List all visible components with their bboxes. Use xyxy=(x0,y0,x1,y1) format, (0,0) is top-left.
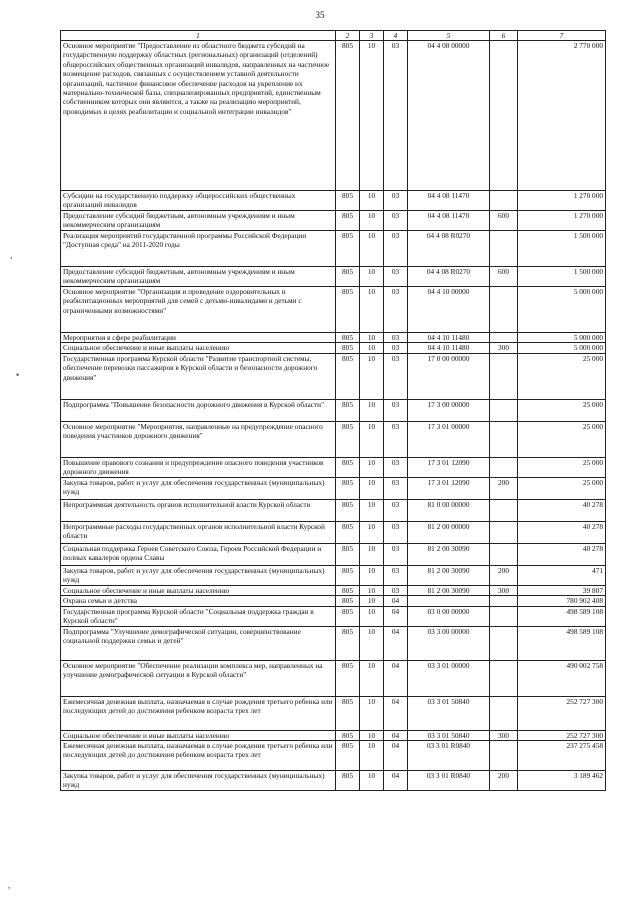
subsection-code: 03 xyxy=(384,287,408,333)
subsection-code: 03 xyxy=(384,457,408,477)
section-code: 10 xyxy=(360,521,384,543)
table-row xyxy=(61,267,606,287)
column-header: 3 xyxy=(360,31,384,41)
ministry-code: 805 xyxy=(336,287,360,333)
table-row xyxy=(61,741,606,771)
amount: 2 770 000 xyxy=(518,41,606,191)
subsection-code: 03 xyxy=(384,267,408,287)
section-code: 10 xyxy=(360,543,384,565)
section-code: 10 xyxy=(360,343,384,353)
amount: 252 727 300 xyxy=(518,730,606,740)
amount: 490 002 758 xyxy=(518,660,606,696)
amount: 780 902 408 xyxy=(518,596,606,606)
table-row xyxy=(61,499,606,521)
row-name: Основное мероприятие "Обеспечение реализации комплекса мер, направленных на улучшение демографической ситуации в Курской области" xyxy=(61,660,336,696)
amount: 25 000 xyxy=(518,457,606,477)
amount: 498 589 108 xyxy=(518,626,606,660)
section-code: 10 xyxy=(360,399,384,421)
expense-type-code: 300 xyxy=(490,343,518,353)
subsection-code: 03 xyxy=(384,399,408,421)
row-name: Мероприятия в сфере реабилитации xyxy=(61,333,336,343)
table-row xyxy=(61,211,606,231)
target-article-code: 04 4 08 11470 xyxy=(408,211,490,231)
row-name: Субсидии на государственную поддержку общероссийских общественных организаций инвалидов xyxy=(61,191,336,211)
amount: 39 807 xyxy=(518,585,606,595)
table-row xyxy=(61,399,606,421)
ministry-code: 805 xyxy=(336,696,360,730)
row-name: Основное мероприятие "Организация и проведение оздоровительных и реабилитационных мероприятий для семей с детьми-инвалидами и детьми с ограниченными возможностями" xyxy=(61,287,336,333)
section-code: 10 xyxy=(360,741,384,771)
ministry-code: 805 xyxy=(336,477,360,499)
target-article-code: 17 3 01 12090 xyxy=(408,457,490,477)
column-header: 2 xyxy=(336,31,360,41)
section-code: 10 xyxy=(360,333,384,343)
target-article-code: 04 4 10 00000 xyxy=(408,287,490,333)
table-row xyxy=(61,596,606,606)
row-name: Ежемесячная денежная выплата, назначаемая в случае рождения третьего ребенка или последующих детей до достижения ребенком возраста трех лет xyxy=(61,741,336,771)
amount: 25 000 xyxy=(518,477,606,499)
section-code: 10 xyxy=(360,457,384,477)
subsection-code: 03 xyxy=(384,543,408,565)
table-row xyxy=(61,191,606,211)
column-header-row xyxy=(61,31,606,41)
subsection-code: 03 xyxy=(384,333,408,343)
row-name: Непрограммные расходы государственных органов исполнительной власти Курской области xyxy=(61,521,336,543)
ministry-code: 805 xyxy=(336,543,360,565)
column-header: 6 xyxy=(490,31,518,41)
section-code: 10 xyxy=(360,477,384,499)
target-article-code: 04 4 08 11470 xyxy=(408,191,490,211)
expense-type-code: 200 xyxy=(490,477,518,499)
table-row xyxy=(61,771,606,791)
table-row xyxy=(61,41,606,191)
subsection-code: 03 xyxy=(384,499,408,521)
amount: 498 589 108 xyxy=(518,606,606,626)
ministry-code: 805 xyxy=(336,585,360,595)
subsection-code: 04 xyxy=(384,606,408,626)
section-code: 10 xyxy=(360,696,384,730)
target-article-code: 81 2 00 00000 xyxy=(408,521,490,543)
table-row xyxy=(61,343,606,353)
subsection-code: 04 xyxy=(384,730,408,740)
row-name: Ежемесячная денежная выплата, назначаемая в случае рождения третьего ребенка или последующих детей до достижения ребенком возраста трех лет xyxy=(61,696,336,730)
page-number: 35 xyxy=(315,10,325,20)
target-article-code: 17 3 01 00000 xyxy=(408,421,490,457)
amount: 40 278 xyxy=(518,499,606,521)
amount: 471 xyxy=(518,565,606,585)
column-header: 5 xyxy=(408,31,490,41)
table-row xyxy=(61,287,606,333)
amount: 1 500 000 xyxy=(518,231,606,267)
ministry-code: 805 xyxy=(336,211,360,231)
target-article-code: 03 3 01 00000 xyxy=(408,660,490,696)
section-code: 10 xyxy=(360,267,384,287)
amount: 237 275 458 xyxy=(518,741,606,771)
expense-type-code xyxy=(490,741,518,771)
expense-type-code xyxy=(490,660,518,696)
subsection-code: 03 xyxy=(384,191,408,211)
amount: 1 500 000 xyxy=(518,267,606,287)
target-article-code: 03 0 00 00000 xyxy=(408,606,490,626)
target-article-code: 04 4 08 00000 xyxy=(408,41,490,191)
ministry-code: 805 xyxy=(336,353,360,399)
row-name: Предоставление субсидий бюджетным, автономным учреждениям и иным некоммерческим организациям xyxy=(61,211,336,231)
row-name: Государственная программа Курской области "Развитие транспортной системы, обеспечение перевозки пассажиров в Курской области и безопасности дорожного движения" xyxy=(61,353,336,399)
section-code: 10 xyxy=(360,421,384,457)
ministry-code: 805 xyxy=(336,741,360,771)
amount: 5 000 000 xyxy=(518,287,606,333)
section-code: 10 xyxy=(360,231,384,267)
ministry-code: 805 xyxy=(336,596,360,606)
section-code: 10 xyxy=(360,353,384,399)
table-row xyxy=(61,543,606,565)
amount: 3 189 462 xyxy=(518,771,606,791)
table-row xyxy=(61,730,606,740)
column-header: 4 xyxy=(384,31,408,41)
target-article-code: 03 3 01 50840 xyxy=(408,696,490,730)
row-name: Социальное обеспечение и иные выплаты населению xyxy=(61,730,336,740)
expense-type-code xyxy=(490,231,518,267)
subsection-code: 04 xyxy=(384,660,408,696)
margin-mark: , xyxy=(8,880,11,890)
target-article-code xyxy=(408,596,490,606)
subsection-code: 03 xyxy=(384,231,408,267)
ministry-code: 805 xyxy=(336,457,360,477)
amount: 25 000 xyxy=(518,353,606,399)
expense-type-code xyxy=(490,457,518,477)
expense-type-code xyxy=(490,606,518,626)
expense-type-code xyxy=(490,421,518,457)
row-name: Предоставление субсидий бюджетным, автономным учреждениям и иным некоммерческим организациям xyxy=(61,267,336,287)
section-code: 10 xyxy=(360,499,384,521)
ministry-code: 805 xyxy=(336,660,360,696)
subsection-code: 03 xyxy=(384,211,408,231)
section-code: 10 xyxy=(360,596,384,606)
expense-type-code: 600 xyxy=(490,211,518,231)
expense-type-code: 600 xyxy=(490,267,518,287)
ministry-code: 805 xyxy=(336,231,360,267)
subsection-code: 03 xyxy=(384,477,408,499)
row-name: Основное мероприятие "Мероприятия, направленные на предупреждение опасного поведения участников дорожного движения" xyxy=(61,421,336,457)
expense-type-code: 300 xyxy=(490,585,518,595)
section-code: 10 xyxy=(360,191,384,211)
section-code: 10 xyxy=(360,287,384,333)
subsection-code: 03 xyxy=(384,521,408,543)
row-name: Повышение правового сознания и предупреждение опасного поведения участников дорожного движения xyxy=(61,457,336,477)
target-article-code: 04 4 10 11480 xyxy=(408,333,490,343)
section-code: 10 xyxy=(360,41,384,191)
target-article-code: 81 2 00 30090 xyxy=(408,565,490,585)
row-name: Государственная программа Курской области "Социальная поддержка граждан в Курской области" xyxy=(61,606,336,626)
amount: 25 000 xyxy=(518,421,606,457)
ministry-code: 805 xyxy=(336,499,360,521)
table-row xyxy=(61,521,606,543)
target-article-code: 03 3 01 50840 xyxy=(408,730,490,740)
table-row xyxy=(61,565,606,585)
expense-type-code xyxy=(490,399,518,421)
target-article-code: 03 3 01 R0840 xyxy=(408,771,490,791)
row-name: Охрана семьи и детства xyxy=(61,596,336,606)
subsection-code: 03 xyxy=(384,41,408,191)
target-article-code: 04 4 08 R0270 xyxy=(408,231,490,267)
table-row xyxy=(61,660,606,696)
subsection-code: 04 xyxy=(384,596,408,606)
section-code: 10 xyxy=(360,211,384,231)
row-name: Закупка товаров, работ и услуг для обеспечения государственных (муниципальных) нужд xyxy=(61,565,336,585)
row-name: Основное мероприятие "Предоставление из областного бюджета субсидий на государственную поддержку областных (региональных) организаций (отделений) общероссийских общественных организаций инвалидов, направленных на частичное возмещение расходов, связанных с осуществлением уставной деятельности организаций, частичное финансовое обеспечение расходов на укрепление их материально-технической базы, специализированных предприятий, единственным собственником которых они являются, а также на реализацию мероприятий, проводимых в целях реабилитации и социальной интеграции инвалидов" xyxy=(61,41,336,191)
expense-type-code xyxy=(490,191,518,211)
ministry-code: 805 xyxy=(336,606,360,626)
ministry-code: 805 xyxy=(336,41,360,191)
expense-type-code xyxy=(490,521,518,543)
ministry-code: 805 xyxy=(336,343,360,353)
expense-type-code xyxy=(490,287,518,333)
subsection-code: 04 xyxy=(384,741,408,771)
table-row xyxy=(61,626,606,660)
amount: 5 000 000 xyxy=(518,343,606,353)
target-article-code: 03 3 00 00000 xyxy=(408,626,490,660)
expense-type-code xyxy=(490,353,518,399)
section-code: 10 xyxy=(360,730,384,740)
amount: 25 000 xyxy=(518,399,606,421)
column-header: 1 xyxy=(61,31,336,41)
row-name: Подпрограмма "Улучшение демографической ситуации, совершенствование социальной поддержки семьи и детей" xyxy=(61,626,336,660)
target-article-code: 81 2 00 30090 xyxy=(408,585,490,595)
subsection-code: 03 xyxy=(384,585,408,595)
budget-table xyxy=(60,30,606,791)
ministry-code: 805 xyxy=(336,565,360,585)
ministry-code: 805 xyxy=(336,333,360,343)
ministry-code: 805 xyxy=(336,771,360,791)
expense-type-code xyxy=(490,499,518,521)
table-row xyxy=(61,585,606,595)
expense-type-code: 200 xyxy=(490,771,518,791)
expense-type-code xyxy=(490,626,518,660)
table-row xyxy=(61,353,606,399)
subsection-code: 04 xyxy=(384,696,408,730)
amount: 40 278 xyxy=(518,543,606,565)
target-article-code: 17 3 01 12090 xyxy=(408,477,490,499)
target-article-code: 17 0 00 00000 xyxy=(408,353,490,399)
expense-type-code xyxy=(490,596,518,606)
section-code: 10 xyxy=(360,565,384,585)
row-name: Подпрограмма "Повышение безопасности дорожного движения в Курской области" xyxy=(61,399,336,421)
row-name: Закупка товаров, работ и услуг для обеспечения государственных (муниципальных) нужд xyxy=(61,771,336,791)
target-article-code: 04 4 10 11480 xyxy=(408,343,490,353)
row-name: Непрограммная деятельность органов исполнительной власти Курской области xyxy=(61,499,336,521)
ministry-code: 805 xyxy=(336,730,360,740)
ministry-code: 805 xyxy=(336,399,360,421)
subsection-code: 04 xyxy=(384,626,408,660)
section-code: 10 xyxy=(360,585,384,595)
expense-type-code xyxy=(490,696,518,730)
table-row xyxy=(61,231,606,267)
subsection-code: 03 xyxy=(384,343,408,353)
expense-type-code xyxy=(490,543,518,565)
table-row xyxy=(61,606,606,626)
amount: 1 270 000 xyxy=(518,211,606,231)
amount: 40 278 xyxy=(518,521,606,543)
row-name: Социальное обеспечение и иные выплаты населению xyxy=(61,585,336,595)
target-article-code: 04 4 08 R0270 xyxy=(408,267,490,287)
subsection-code: 03 xyxy=(384,353,408,399)
subsection-code: 03 xyxy=(384,565,408,585)
margin-mark: • xyxy=(16,370,20,380)
row-name: Социальное обеспечение и иные выплаты населению xyxy=(61,343,336,353)
amount: 1 270 000 xyxy=(518,191,606,211)
section-code: 10 xyxy=(360,606,384,626)
ministry-code: 805 xyxy=(336,421,360,457)
amount: 5 000 000 xyxy=(518,333,606,343)
target-article-code: 17 3 00 00000 xyxy=(408,399,490,421)
target-article-code: 81 2 00 30090 xyxy=(408,543,490,565)
target-article-code: 81 0 00 00000 xyxy=(408,499,490,521)
ministry-code: 805 xyxy=(336,191,360,211)
ministry-code: 805 xyxy=(336,626,360,660)
column-header: 7 xyxy=(518,31,606,41)
table-row xyxy=(61,333,606,343)
expense-type-code: 300 xyxy=(490,730,518,740)
table-row xyxy=(61,477,606,499)
expense-type-code xyxy=(490,333,518,343)
row-name: Закупка товаров, работ и услуг для обеспечения государственных (муниципальных) нужд xyxy=(61,477,336,499)
ministry-code: 805 xyxy=(336,267,360,287)
section-code: 10 xyxy=(360,771,384,791)
subsection-code: 03 xyxy=(384,421,408,457)
subsection-code: 04 xyxy=(384,771,408,791)
section-code: 10 xyxy=(360,626,384,660)
row-name: Реализация мероприятий государственной программы Российской Федерации "Доступная среда" на 2011-2020 годы xyxy=(61,231,336,267)
table-row xyxy=(61,696,606,730)
margin-mark: , xyxy=(10,250,13,260)
expense-type-code: 200 xyxy=(490,565,518,585)
ministry-code: 805 xyxy=(336,521,360,543)
table-row xyxy=(61,421,606,457)
target-article-code: 03 3 01 R0840 xyxy=(408,741,490,771)
amount: 252 727 300 xyxy=(518,696,606,730)
expense-type-code xyxy=(490,41,518,191)
section-code: 10 xyxy=(360,660,384,696)
row-name: Социальная поддержка Героев Советского Союза, Героев Российской Федерации и полных кавалеров ордена Славы xyxy=(61,543,336,565)
table-row xyxy=(61,457,606,477)
